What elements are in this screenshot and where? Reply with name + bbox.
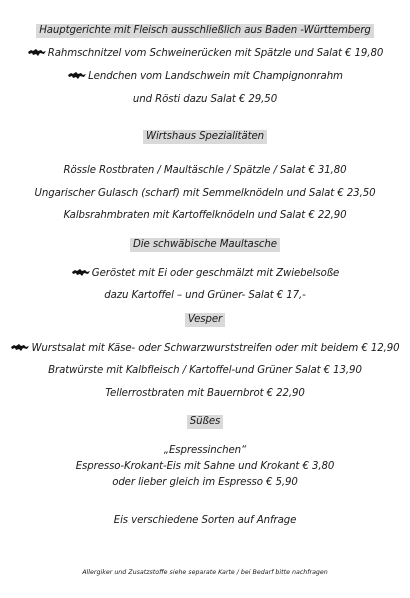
menu-item-text: Kalbsrahmbraten mit Kartoffelknödeln und Salat € 22,90	[63, 210, 347, 221]
section-heading-maultasche	[0, 238, 410, 252]
menu-item-lendchen-cont	[0, 93, 410, 107]
menu-item-text: und Rösti dazu Salat € 29,50	[132, 94, 278, 105]
menu-item-text: Rahmschnitzel vom Schweinerücken mit Spätzle und Salat € 19,80	[47, 48, 384, 59]
menu-item-roessle	[0, 164, 410, 178]
section-heading-sweets	[0, 415, 410, 429]
section-heading-vesper	[0, 313, 410, 327]
heading-highlight: Wirtshaus Spezialitäten	[143, 130, 267, 144]
menu-item-espressinchen-title	[0, 444, 410, 458]
menu-item-text: Bratwürste mit Kalbfleisch / Kartoffel-und Grüner Salat € 13,90	[48, 365, 362, 376]
menu-item-text: oder lieber gleich im Espresso € 5,90	[112, 477, 298, 488]
heading-highlight: Süßes	[187, 415, 223, 429]
menu-item-text: „Espressinchen“	[163, 445, 247, 456]
menu-item-bratwuerste	[0, 364, 410, 378]
allergen-footnote: Allergiker und Zusatzstoffe siehe separate Karte / bei Bedarf bitte nachfragen	[82, 569, 328, 576]
menu-item-text: Wurstsalat mit Käse- oder Schwarzwurststreifen oder mit beidem € 12,90	[31, 343, 400, 354]
menu-item-lendchen	[0, 70, 410, 84]
menu-item-espresso	[0, 476, 410, 490]
menu-item-tellerrostbraten	[0, 387, 410, 401]
heading-highlight: Die schwäbische Maultasche	[130, 238, 280, 252]
menu-item-eis-sorten	[0, 514, 410, 528]
menu-item-text: Ungarischer Gulasch (scharf) mit Semmelknödeln und Salat € 23,50	[34, 188, 376, 199]
menu-item-text: Espresso-Krokant-Eis mit Sahne und Krokant € 3,80	[75, 461, 335, 472]
menu-item-maultasche	[0, 267, 410, 281]
menu-item-espresso-eis	[0, 460, 410, 474]
lion-icon	[71, 268, 91, 277]
menu-item-text: Lendchen vom Landschwein mit Champignonrahm	[88, 71, 343, 82]
menu-item-text: dazu Kartoffel – und Grüner- Salat € 17,-	[104, 290, 306, 301]
menu-item-text: Eis verschiedene Sorten auf Anfrage	[113, 515, 297, 526]
menu-item-text: Rössle Rostbraten / Maultäschle / Spätzle / Salat € 31,80	[63, 165, 347, 176]
menu-item-kalbsrahmbraten	[0, 209, 410, 223]
section-heading-meat	[0, 24, 410, 38]
lion-icon	[10, 343, 30, 352]
menu-item-rahmschnitzel	[0, 47, 410, 61]
menu-item-gulasch	[0, 187, 410, 201]
menu-item-wurstsalat	[0, 342, 410, 356]
menu-item-text: Tellerrostbraten mit Bauernbrot € 22,90	[105, 388, 305, 399]
lion-icon	[27, 48, 47, 57]
section-heading-specials	[0, 130, 410, 144]
heading-highlight: Hauptgerichte mit Fleisch ausschließlich aus Baden -Württemberg	[36, 24, 374, 38]
menu-item-maultasche-cont	[0, 289, 410, 303]
lion-icon	[67, 71, 87, 80]
heading-highlight: Vesper	[185, 313, 225, 327]
menu-item-text: Geröstet mit Ei oder geschmälzt mit Zwiebelsoße	[91, 268, 340, 279]
